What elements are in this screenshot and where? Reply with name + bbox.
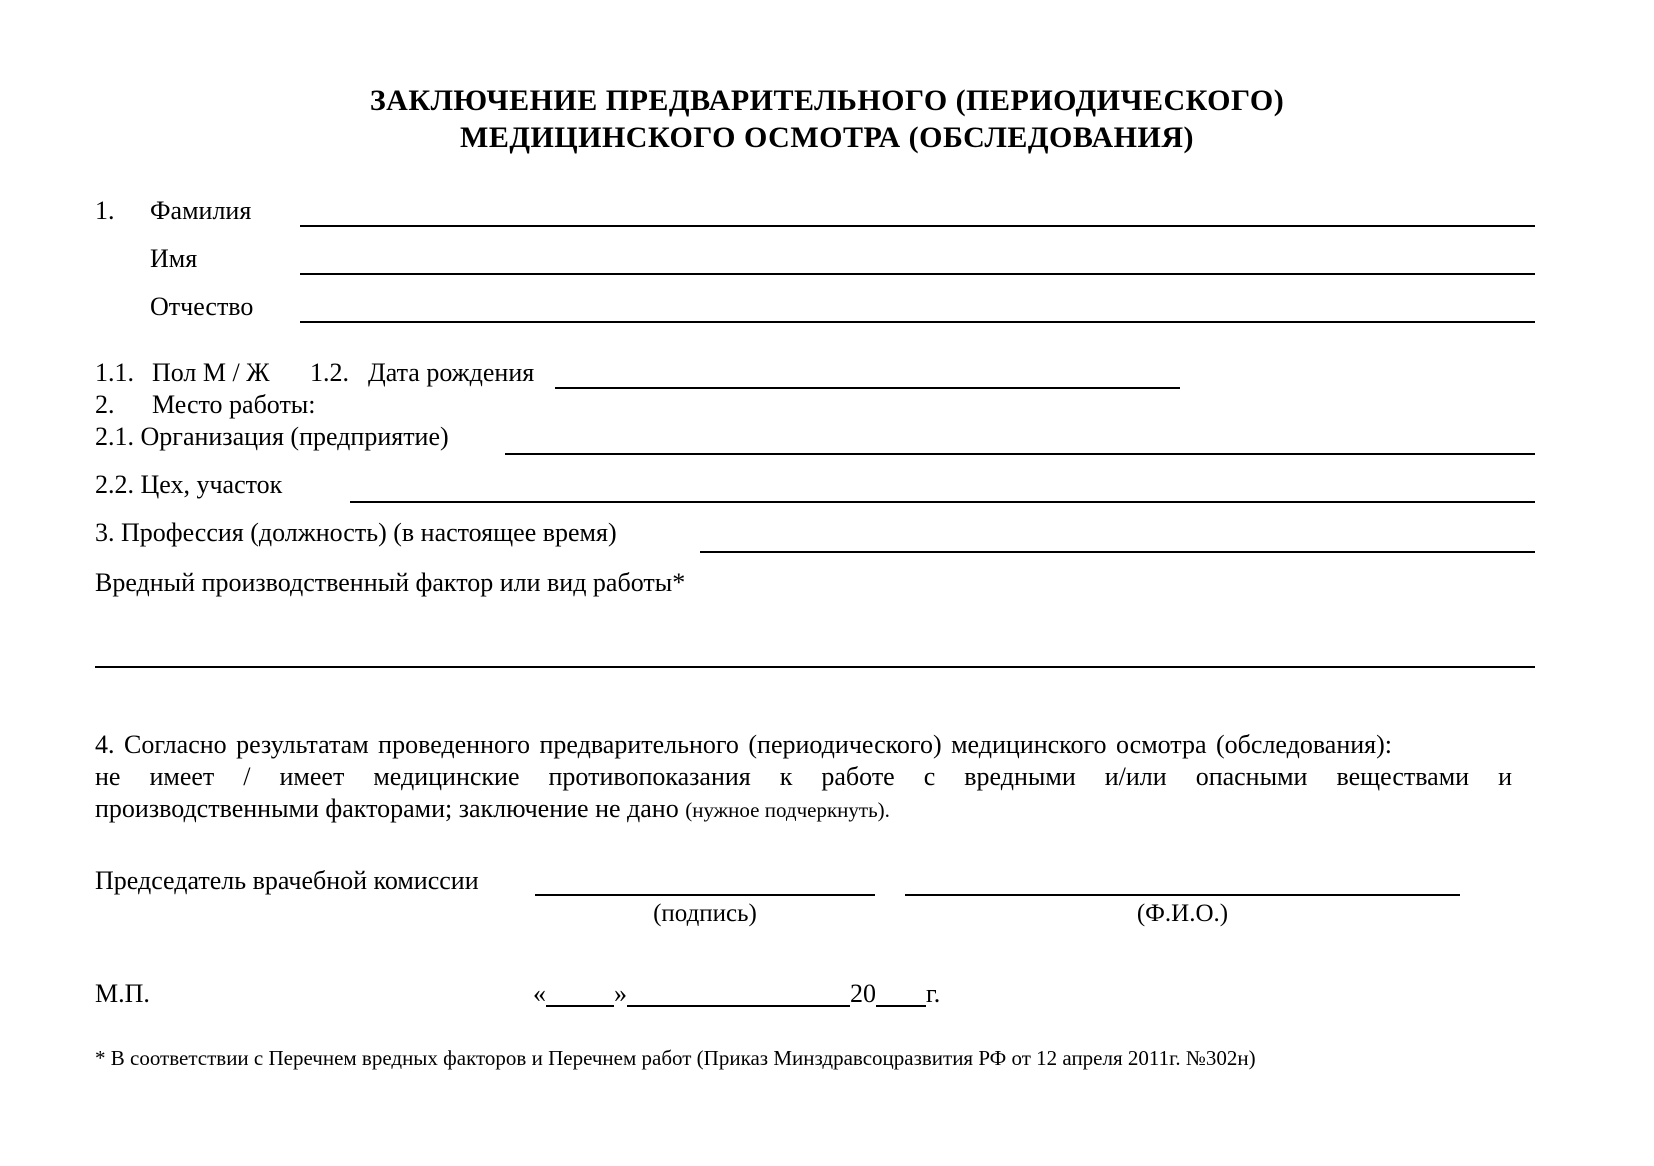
underline-applicable-note: (нужное подчеркнуть). bbox=[685, 798, 890, 822]
chairman-signature-blank-line bbox=[535, 894, 875, 896]
signature-caption: (подпись) bbox=[653, 900, 757, 927]
footnote-text: * В соответствии с Перечнем вредных факторов и Перечнем работ (Приказ Минздравсоцразвития РФ от 12 апреля 2011г. №302н) bbox=[95, 1046, 1256, 1070]
workplace-item-number: 2. bbox=[95, 390, 115, 419]
date-year-suffix: г. bbox=[926, 979, 941, 1008]
profession-label: 3. Профессия (должность) (в настоящее время) bbox=[95, 518, 617, 547]
sex-item-number: 1.1. bbox=[95, 358, 134, 387]
surname-label: Фамилия bbox=[150, 196, 252, 225]
date-close-quote: » bbox=[614, 979, 627, 1008]
workplace-label: Место работы: bbox=[152, 390, 316, 419]
profession-blank-line bbox=[700, 551, 1535, 553]
fio-caption: (Ф.И.О.) bbox=[1136, 900, 1229, 927]
birthdate-blank-line bbox=[555, 387, 1180, 389]
commission-chairman-label: Председатель врачебной комиссии bbox=[95, 866, 479, 895]
organization-blank-line bbox=[505, 453, 1535, 455]
name-blank-line bbox=[300, 273, 1535, 275]
workshop-label: 2.2. Цех, участок bbox=[95, 470, 283, 499]
stamp-place-label: М.П. bbox=[95, 979, 150, 1008]
date-fill-in-line bbox=[533, 979, 940, 1009]
hazard-factor-label: Вредный производственный фактор или вид работы* bbox=[95, 568, 686, 597]
conclusion-line-3-text: производственными факторами; заключение не дано bbox=[95, 794, 679, 823]
patronymic-blank-line bbox=[300, 321, 1535, 323]
hazard-factor-blank-line bbox=[95, 666, 1535, 668]
page-title-line-1: ЗАКЛЮЧЕНИЕ ПРЕДВАРИТЕЛЬНОГО (ПЕРИОДИЧЕСКОГО) bbox=[369, 84, 1285, 117]
patronymic-label: Отчество bbox=[150, 292, 254, 321]
date-open-quote: « bbox=[533, 979, 546, 1008]
date-month-blank bbox=[627, 979, 850, 1007]
name-label: Имя bbox=[150, 244, 198, 273]
page-title-line-2: МЕДИЦИНСКОГО ОСМОТРА (ОБСЛЕДОВАНИЯ) bbox=[460, 121, 1194, 154]
surname-blank-line bbox=[300, 225, 1535, 227]
sex-label: Пол М / Ж bbox=[152, 358, 270, 387]
birthdate-item-number: 1.2. bbox=[310, 358, 349, 387]
birthdate-label: Дата рождения bbox=[368, 358, 535, 387]
organization-label: 2.1. Организация (предприятие) bbox=[95, 422, 449, 451]
date-year-blank bbox=[876, 979, 926, 1007]
conclusion-line-2: не имеет / имеет медицинские противопоказания к работе с вредными и/или опасными веществами и bbox=[95, 762, 1512, 791]
workshop-blank-line bbox=[350, 501, 1535, 503]
date-day-blank bbox=[546, 979, 614, 1007]
conclusion-line-1: 4. Согласно результатам проведенного предварительного (периодического) медицинского осмотра (обследования): bbox=[95, 730, 1392, 759]
chairman-fio-blank-line bbox=[905, 894, 1460, 896]
conclusion-paragraph bbox=[95, 729, 1512, 826]
conclusion-line-3 bbox=[95, 793, 1512, 826]
date-year-prefix: 20 bbox=[850, 979, 876, 1008]
item-1-number: 1. bbox=[95, 196, 115, 225]
